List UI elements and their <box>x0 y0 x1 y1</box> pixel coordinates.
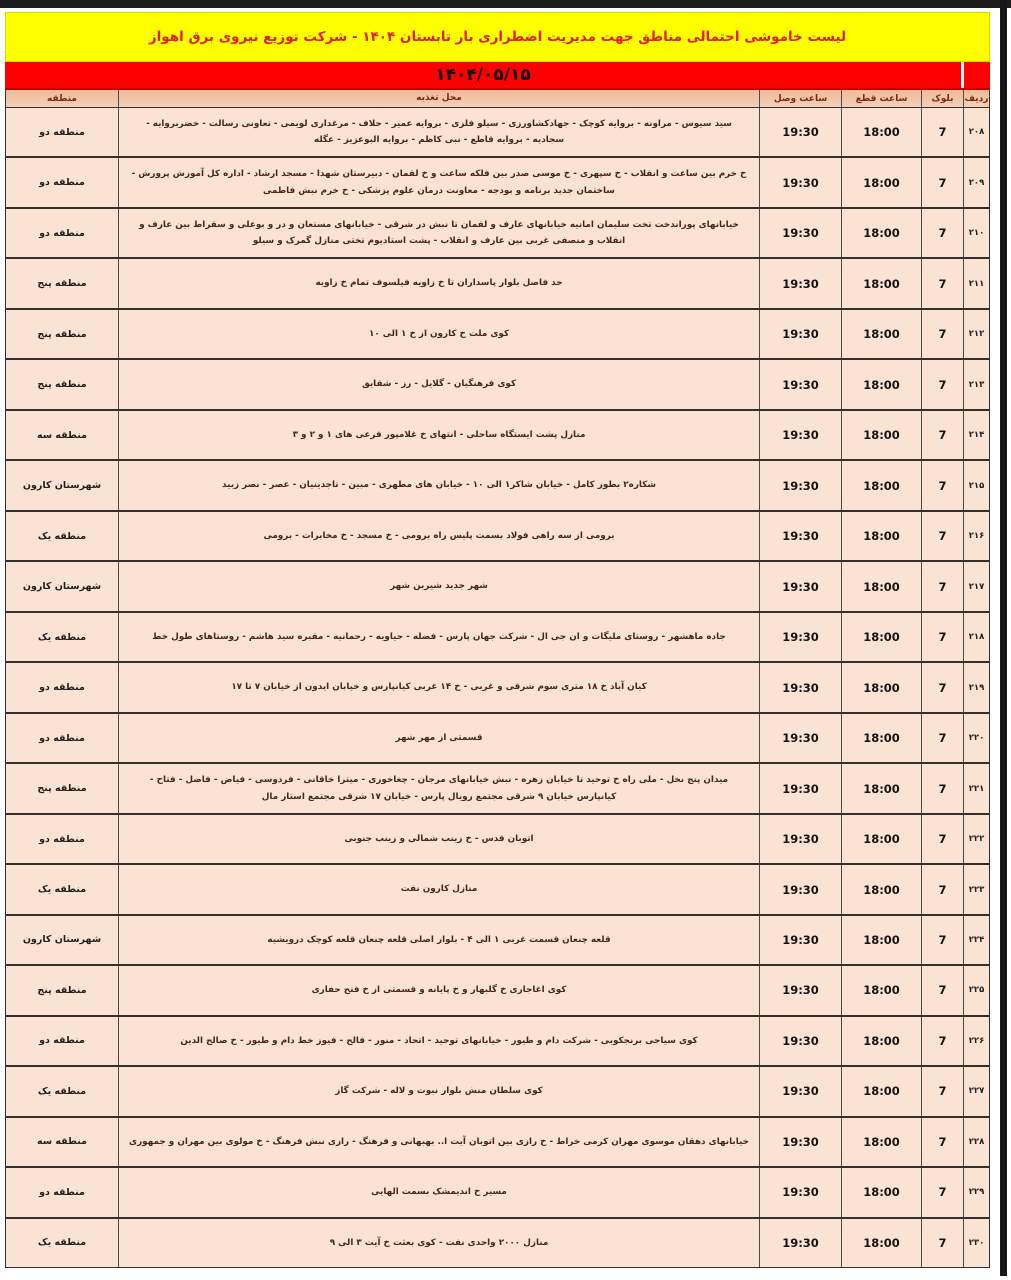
cell-row-number: ۲۱۵ <box>963 461 989 509</box>
cell-block: 7 <box>921 764 963 812</box>
cell-block: 7 <box>921 512 963 560</box>
power-outage-table <box>5 88 990 1268</box>
cell-reconnect-time: 19:30 <box>759 1017 841 1065</box>
table-row <box>6 762 989 812</box>
cell-row-number: ۲۱۷ <box>963 562 989 610</box>
cell-region: منطقه پنج <box>37 379 87 391</box>
cell-feeding-location: مسیر خ اندیمشک بسمت الهایی <box>118 1168 759 1216</box>
table-row <box>6 560 989 610</box>
cell-reconnect-time: 19:30 <box>759 158 841 206</box>
cell-feeding-location: کوی ملت خ کارون از خ ۱ الی ۱۰ <box>118 310 759 358</box>
table-row <box>6 611 989 661</box>
table-row <box>6 863 989 913</box>
cell-feeding-location: اتوبان قدس - خ زینب شمالی و زینب جنوبی <box>118 815 759 863</box>
cell-block: 7 <box>921 411 963 459</box>
cell-cut-time: 18:00 <box>841 512 921 560</box>
date-banner-stub <box>964 62 990 88</box>
cell-cut-time: 18:00 <box>841 966 921 1014</box>
cell-feeding-location: قلعه چنعان قسمت غربی ۱ الی ۴ - بلوار اصلی قلعه چنعان قلعه کوچک درویشیه <box>118 916 759 964</box>
cell-reconnect-time: 19:30 <box>759 714 841 762</box>
cell-block: 7 <box>921 1219 963 1267</box>
header-reconnect-time: ساعت وصل <box>759 90 841 107</box>
cell-block: 7 <box>921 1168 963 1216</box>
cell-reconnect-time: 19:30 <box>759 865 841 913</box>
cell-reconnect-time: 19:30 <box>759 512 841 560</box>
cell-row-number: ۲۱۱ <box>963 259 989 307</box>
cell-row-number: ۲۱۴ <box>963 411 989 459</box>
cell-region: شهرستان کارون <box>22 581 102 593</box>
cell-feeding-location: خیابانهای پوراندخت تخت سلیمان امانیه خیابانهای عارف و لقمان تا نبش در شرقی - خیابانهای مستعان و در و بوعلی و سقراط بین عارف و انقلاب و منصفی غربی بین عارف و انقلاب - پشت استادیوم تختی منازل گمرک و سیلو <box>118 209 759 257</box>
cell-row-number: ۲۲۳ <box>963 865 989 913</box>
cell-reconnect-time: 19:30 <box>759 1118 841 1166</box>
cell-feeding-location: منازل پشت ایستگاه ساحلی - انتهای خ غلامپور فرعی های ۱ و ۲ و ۳ <box>118 411 759 459</box>
cell-feeding-location: کوی سلطان منش بلوار نبوت و لاله - شرکت گاز <box>118 1067 759 1115</box>
cell-cut-time: 18:00 <box>841 108 921 156</box>
cell-reconnect-time: 19:30 <box>759 815 841 863</box>
cell-cut-time: 18:00 <box>841 1017 921 1065</box>
cell-reconnect-time: 19:30 <box>759 360 841 408</box>
cell-region: منطقه یک <box>37 530 87 542</box>
cell-block: 7 <box>921 613 963 661</box>
cell-feeding-location: کوی فرهنگیان - گلایل - رز - شقایق <box>118 360 759 408</box>
cell-cut-time: 18:00 <box>841 411 921 459</box>
cell-region: منطقه دو <box>39 126 85 138</box>
cell-feeding-location: کوی سیاحی برنجکوبی - شرکت دام و طیور - خیابانهای توحید - اتحاد - منور - فالح - فیوز خط دام و طیور - خ صالح الدین <box>118 1017 759 1065</box>
cell-region: منطقه پنج <box>37 783 87 795</box>
cell-reconnect-time: 19:30 <box>759 259 841 307</box>
table-row <box>6 409 989 459</box>
cell-reconnect-time: 19:30 <box>759 461 841 509</box>
table-row <box>6 1065 989 1115</box>
cell-reconnect-time: 19:30 <box>759 1168 841 1216</box>
cell-row-number: ۲۲۴ <box>963 916 989 964</box>
cell-block: 7 <box>921 663 963 711</box>
cell-row-number: ۲۱۲ <box>963 310 989 358</box>
cell-cut-time: 18:00 <box>841 209 921 257</box>
cell-row-number: ۲۳۰ <box>963 1219 989 1267</box>
cell-row-number: ۲۲۸ <box>963 1118 989 1166</box>
cell-cut-time: 18:00 <box>841 562 921 610</box>
cell-block: 7 <box>921 1067 963 1115</box>
cell-row-number: ۲۰۹ <box>963 158 989 206</box>
table-row <box>6 1015 989 1065</box>
cell-reconnect-time: 19:30 <box>759 209 841 257</box>
cell-cut-time: 18:00 <box>841 1168 921 1216</box>
cell-cut-time: 18:00 <box>841 916 921 964</box>
cell-feeding-location: قسمتی از مهر شهر <box>118 714 759 762</box>
table-rows <box>6 108 989 1267</box>
cell-block: 7 <box>921 108 963 156</box>
table-row <box>6 156 989 206</box>
cell-cut-time: 18:00 <box>841 1067 921 1115</box>
scan-right-border <box>1000 0 1007 1276</box>
scan-top-border <box>0 0 1011 8</box>
schedule-date: ۱۴۰۴/۰۵/۱۵ <box>435 65 531 85</box>
cell-reconnect-time: 19:30 <box>759 916 841 964</box>
table-header-row <box>6 90 989 108</box>
cell-reconnect-time: 19:30 <box>759 310 841 358</box>
cell-block: 7 <box>921 865 963 913</box>
cell-region: منطقه دو <box>39 177 85 189</box>
title-banner <box>5 12 990 62</box>
cell-row-number: ۲۲۶ <box>963 1017 989 1065</box>
cell-region: منطقه دو <box>39 732 85 744</box>
cell-cut-time: 18:00 <box>841 613 921 661</box>
cell-region: منطقه پنج <box>37 984 87 996</box>
cell-row-number: ۲۲۲ <box>963 815 989 863</box>
cell-region: منطقه دو <box>39 1035 85 1047</box>
table-row <box>6 661 989 711</box>
cell-block: 7 <box>921 1017 963 1065</box>
cell-reconnect-time: 19:30 <box>759 411 841 459</box>
cell-block: 7 <box>921 461 963 509</box>
cell-block: 7 <box>921 562 963 610</box>
cell-feeding-location: جاده ماهشهر - روستای ملیگات و ان جی ال - شرکت جهان پارس - فضله - حیاویه - رحمانیه - مقبره سید هاشم - روستاهای طول خط <box>118 613 759 661</box>
cell-reconnect-time: 19:30 <box>759 764 841 812</box>
table-row <box>6 1166 989 1216</box>
table-row <box>6 964 989 1014</box>
cell-feeding-location: خیابانهای دهقان موسوی مهران کرمی خراط - خ رازی بین اتوبان آیت ا.. بهبهانی و فرهنگ - رازی نبش فرهنگ - خ مولوی بین مهران و جمهوری <box>118 1118 759 1166</box>
cell-region: منطقه سه <box>36 1136 88 1148</box>
cell-block: 7 <box>921 966 963 1014</box>
cell-cut-time: 18:00 <box>841 1219 921 1267</box>
cell-cut-time: 18:00 <box>841 714 921 762</box>
header-cut-time: ساعت قطع <box>841 90 921 107</box>
cell-cut-time: 18:00 <box>841 158 921 206</box>
table-row <box>6 308 989 358</box>
header-region: منطقه <box>47 93 77 104</box>
cell-feeding-location: کیان آباد خ ۱۸ متری سوم شرقی و غربی - خ ۱۴ غربی کیانپارس و خیابان ایدون از خیابان ۷ تا ۱۷ <box>118 663 759 711</box>
cell-region: منطقه پنج <box>37 278 87 290</box>
cell-cut-time: 18:00 <box>841 865 921 913</box>
cell-row-number: ۲۱۳ <box>963 360 989 408</box>
cell-block: 7 <box>921 714 963 762</box>
cell-block: 7 <box>921 360 963 408</box>
cell-feeding-location: شهر جدید شیرین شهر <box>118 562 759 610</box>
table-row <box>6 712 989 762</box>
table-row <box>6 813 989 863</box>
table-row <box>6 459 989 509</box>
cell-cut-time: 18:00 <box>841 815 921 863</box>
cell-cut-time: 18:00 <box>841 461 921 509</box>
cell-region: منطقه یک <box>37 1237 87 1249</box>
cell-row-number: ۲۱۰ <box>963 209 989 257</box>
table-row <box>6 510 989 560</box>
date-banner-main <box>5 62 961 88</box>
table-row <box>6 108 989 156</box>
cell-row-number: ۲۱۹ <box>963 663 989 711</box>
cell-cut-time: 18:00 <box>841 663 921 711</box>
cell-reconnect-time: 19:30 <box>759 562 841 610</box>
cell-feeding-location: سید سیوس - مراونه - بروایه کوچک - جهادکشاورزی - سیلو فلزی - بروایه عمیر - حلاف - مرغداری لویمی - تعاونی رسالت - خضربروایه - سجادیه - بروایه قاطع - نبی کاظم - بروایه البوعزیز - عگله <box>118 108 759 156</box>
cell-block: 7 <box>921 815 963 863</box>
cell-row-number: ۲۲۵ <box>963 966 989 1014</box>
table-row <box>6 257 989 307</box>
table-row <box>6 1116 989 1166</box>
cell-cut-time: 18:00 <box>841 360 921 408</box>
cell-reconnect-time: 19:30 <box>759 613 841 661</box>
cell-feeding-location: خ خرم بین ساعت و انقلاب - خ سپهری - خ موسی صدر بین فلکه ساعت و خ لقمان - دبیرستان شهدا - مسجد ارشاد - اداره کل آموزش پرورش - ساختمان جدید برنامه و بودجه - معاونت درمان علوم پزشکی - خ خرم نبش فاطمی <box>118 158 759 206</box>
table-row <box>6 1217 989 1267</box>
cell-feeding-location: منازل کارون نفت <box>118 865 759 913</box>
cell-region: منطقه دو <box>39 682 85 694</box>
cell-block: 7 <box>921 158 963 206</box>
cell-region: منطقه سه <box>36 429 88 441</box>
cell-feeding-location: کوی اغاجاری خ گلبهار و خ پایانه و قسمتی از خ فتح حفاری <box>118 966 759 1014</box>
cell-region: منطقه دو <box>39 833 85 845</box>
page-title: لیست خاموشی احتمالی مناطق جهت مدیریت اضطراری بار تابستان ۱۴۰۴ - شرکت توزیع نیروی برق اهواز <box>148 29 847 45</box>
cell-region: شهرستان کارون <box>22 480 102 492</box>
cell-region: شهرستان کارون <box>22 934 102 946</box>
cell-feeding-location: شکاره۲ بطور کامل - خیابان شاکر۱ الی ۱۰ - خیابان های مطهری - مبین - تاجدینیان - عصر - نصر زبید <box>118 461 759 509</box>
cell-region: منطقه پنج <box>37 328 87 340</box>
cell-reconnect-time: 19:30 <box>759 966 841 1014</box>
cell-feeding-location: میدان پنج نخل - ملی راه خ توحید تا خیابان زهره - نبش خیابانهای مرجان - چغاخوری - میترا خاقانی - فردوسی - فیاض - فاضل - فتاح - کیانپارس خیابان ۹ شرقی مجتمع رویال پارس - خیابان ۱۷ شرقی مجتمع استار مال <box>118 764 759 812</box>
cell-region: منطقه یک <box>37 631 87 643</box>
cell-row-number: ۲۱۶ <box>963 512 989 560</box>
header-block: بلوک <box>921 90 963 107</box>
cell-region: منطقه دو <box>39 227 85 239</box>
cell-row-number: ۲۲۰ <box>963 714 989 762</box>
cell-feeding-location: حد فاصل بلوار پاسداران تا خ زاویه فیلسوف تمام خ زاویه <box>118 259 759 307</box>
cell-row-number: ۲۲۱ <box>963 764 989 812</box>
cell-cut-time: 18:00 <box>841 1118 921 1166</box>
cell-feeding-location: منازل ۲۰۰۰ واحدی نفت - کوی بعثت خ آیت ۳ الی ۹ <box>118 1219 759 1267</box>
cell-cut-time: 18:00 <box>841 259 921 307</box>
cell-region: منطقه دو <box>39 1186 85 1198</box>
table-row <box>6 358 989 408</box>
date-banner <box>5 62 990 88</box>
cell-row-number: ۲۰۸ <box>963 108 989 156</box>
cell-block: 7 <box>921 209 963 257</box>
table-row <box>6 914 989 964</box>
cell-region: منطقه یک <box>37 884 87 895</box>
cell-row-number: ۲۱۸ <box>963 613 989 661</box>
header-feeding-location: محل تغذیه <box>118 90 759 107</box>
outage-schedule-sheet <box>5 12 990 1268</box>
cell-feeding-location: برومی از سه راهی فولاد بسمت پلیس راه برومی - خ مسجد - خ مخابرات - برومی <box>118 512 759 560</box>
cell-reconnect-time: 19:30 <box>759 1219 841 1267</box>
cell-region: منطقه یک <box>37 1085 87 1097</box>
cell-block: 7 <box>921 1118 963 1166</box>
cell-row-number: ۲۲۹ <box>963 1168 989 1216</box>
cell-reconnect-time: 19:30 <box>759 663 841 711</box>
header-row-number: ردیف <box>963 90 989 107</box>
cell-reconnect-time: 19:30 <box>759 108 841 156</box>
cell-reconnect-time: 19:30 <box>759 1067 841 1115</box>
table-row <box>6 207 989 257</box>
cell-block: 7 <box>921 916 963 964</box>
cell-block: 7 <box>921 259 963 307</box>
cell-row-number: ۲۲۷ <box>963 1067 989 1115</box>
cell-cut-time: 18:00 <box>841 310 921 358</box>
cell-block: 7 <box>921 310 963 358</box>
cell-cut-time: 18:00 <box>841 764 921 812</box>
